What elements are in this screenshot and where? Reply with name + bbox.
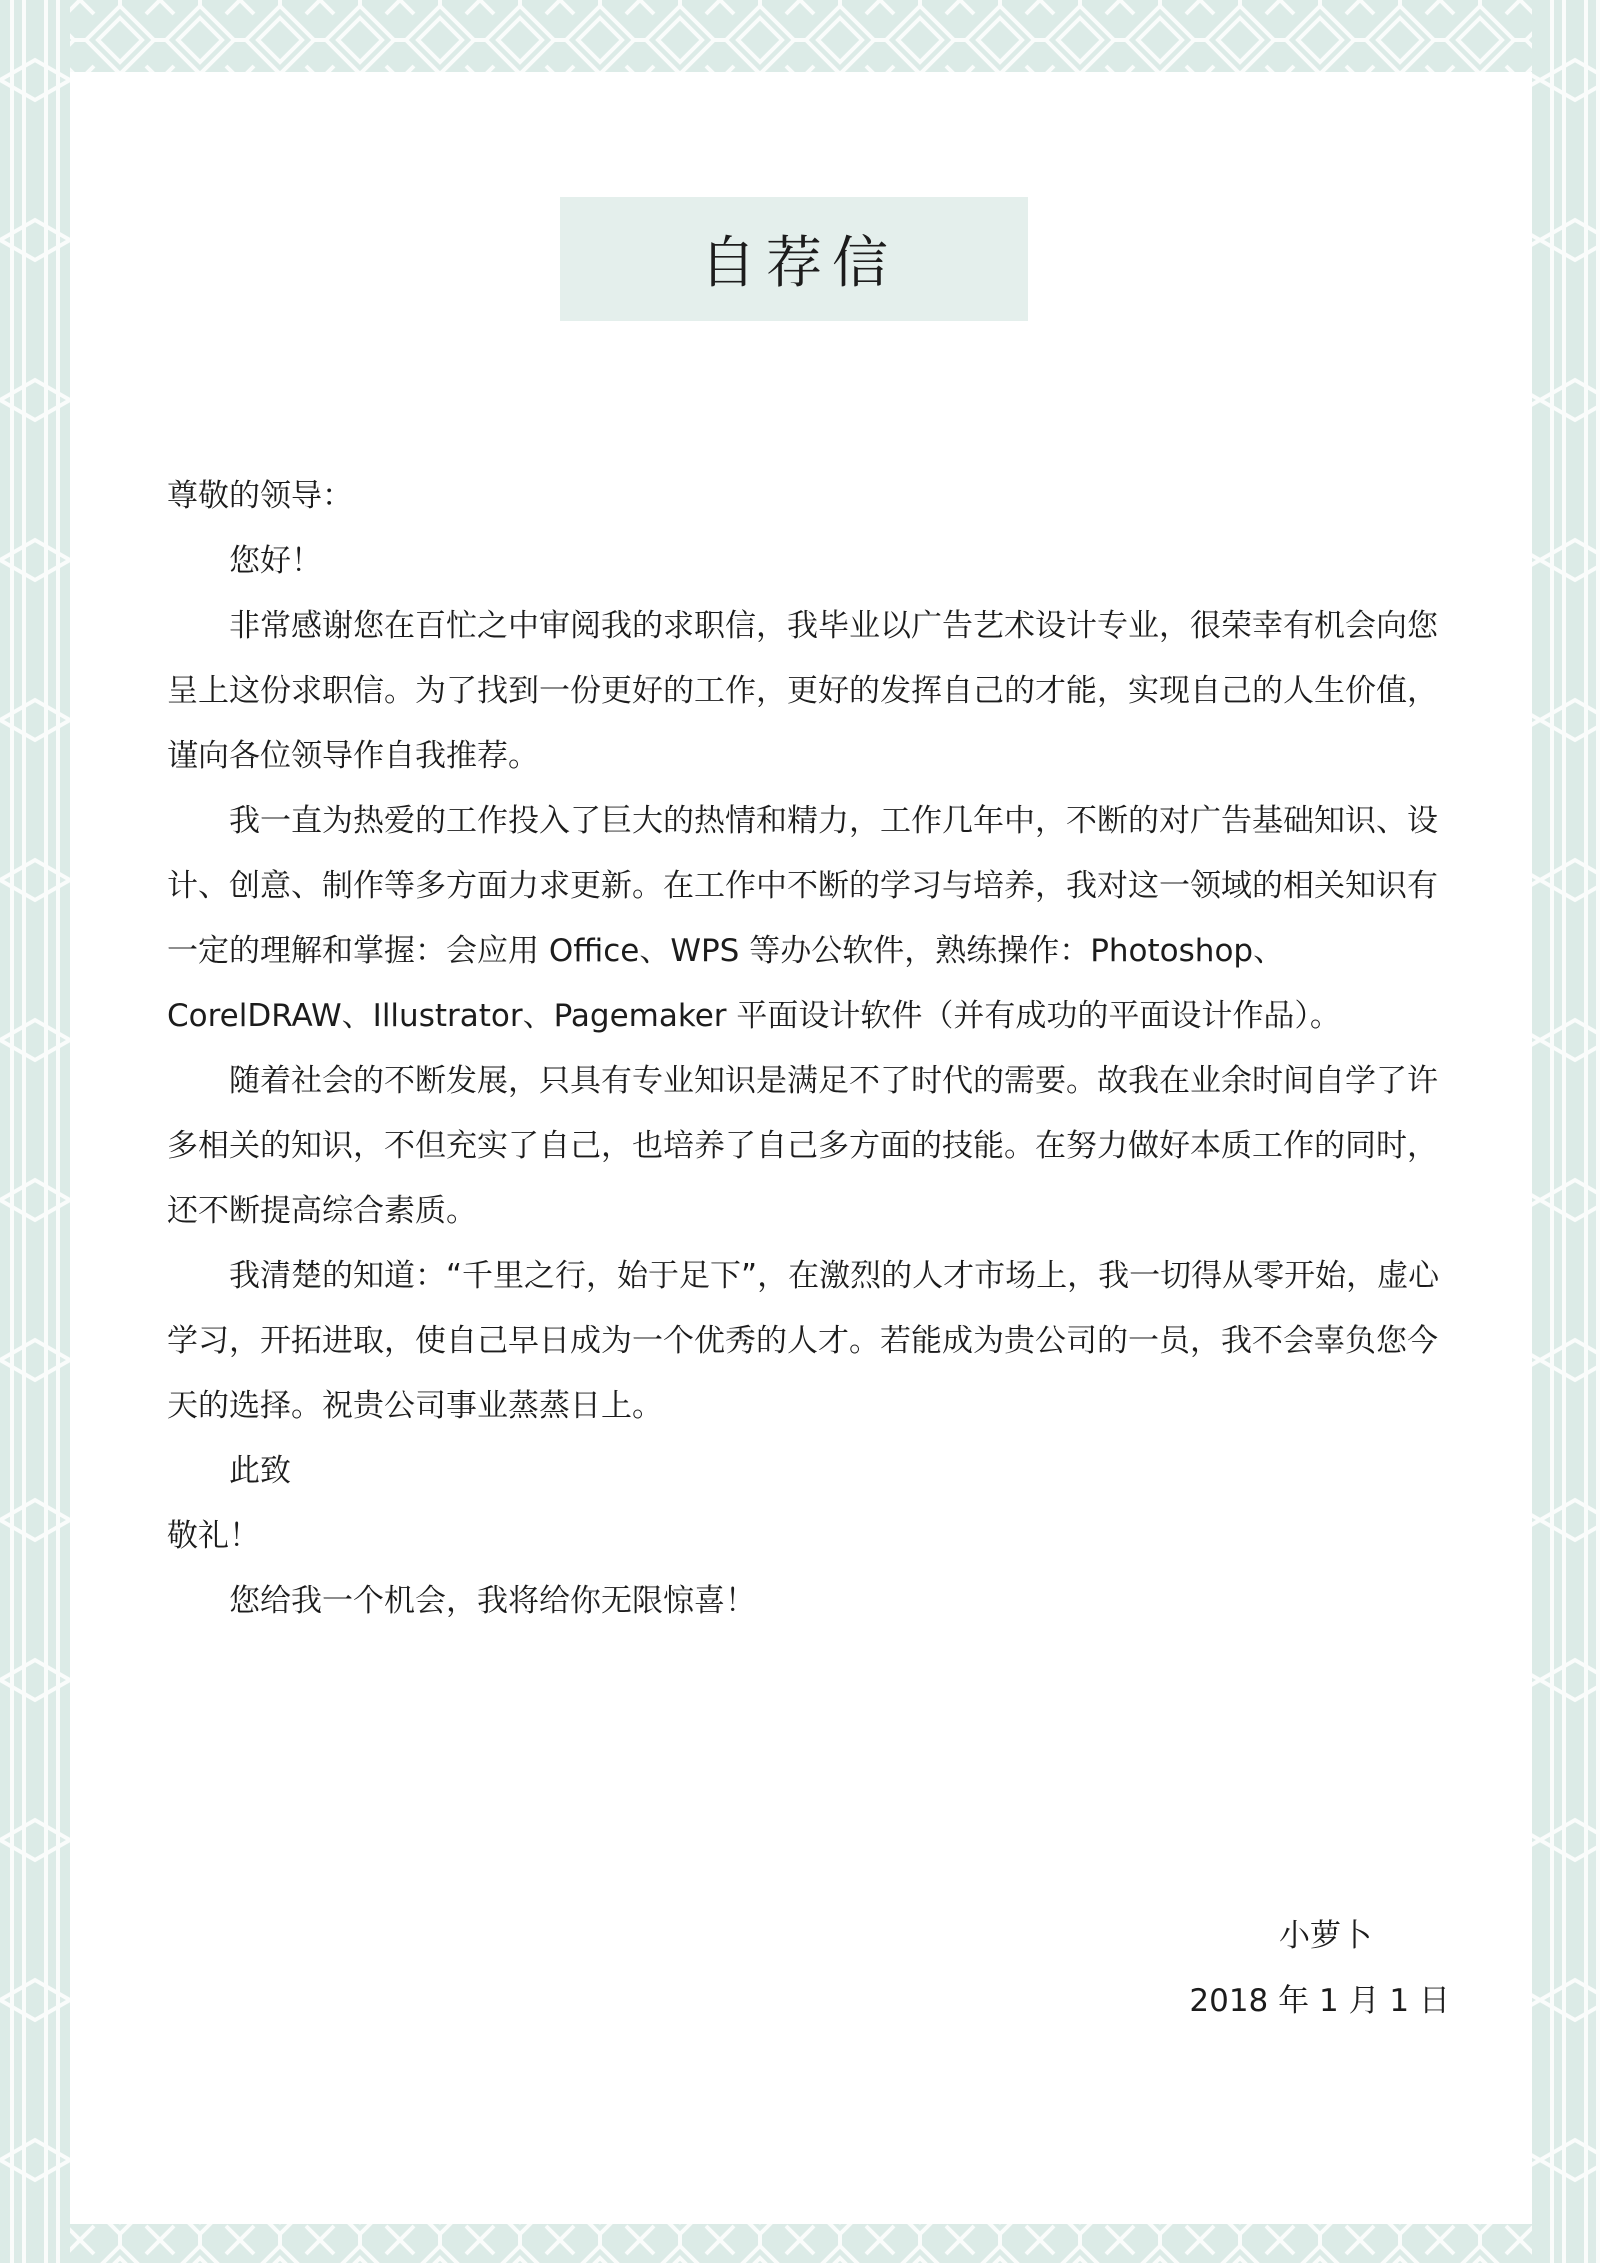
letter-paper [70,72,1532,2224]
letter-body [167,464,1457,1634]
greeting: 您好！ [229,543,322,579]
title-banner [560,197,1028,321]
closing: 此致 [229,1453,291,1489]
paragraph-resolve: 我清楚的知道：“千里之行，始于足下”，在激烈的人才市场上，我一切得从零开始，虚心学习，开拓进取，使自己早日成为一个优秀的人才。若能成为贵公司的一员，我不会辜负您今天的选择。祝贵公司事业蒸蒸日上。 [167,1258,1440,1424]
salutation: 尊敬的领导： [167,478,353,514]
postscript: 您给我一个机会，我将给你无限惊喜！ [229,1583,756,1619]
signature-name: 小萝卜 [1279,1918,1372,1954]
letter-title: 自荐信 [700,231,898,296]
paragraph-intro: 非常感谢您在百忙之中审阅我的求职信，我毕业以广告艺术设计专业，很荣幸有机会向您呈上这份求职信。为了找到一份更好的工作，更好的发挥自己的才能，实现自己的人生价值，谨向各位领导作自我推荐。 [167,608,1438,774]
regards: 敬礼！ [167,1518,260,1554]
paragraph-experience: 我一直为热爱的工作投入了巨大的热情和精力，工作几年中，不断的对广告基础知识、设计、创意、制作等多方面力求更新。在工作中不断的学习与培养，我对这一领域的相关知识有一定的理解和掌握：会应用 Office、WPS 等办公软件，熟练操作：Photoshop、CorelDRAW、Illustrator、Pagemaker 平面设计软件（并有成功的平面设计作品）。 [167,803,1438,1034]
paragraph-self-study: 随着社会的不断发展，只具有专业知识是满足不了时代的需要。故我在业余时间自学了许多相关的知识，不但充实了自己，也培养了自己多方面的技能。在努力做好本质工作的同时，还不断提高综合素质。 [167,1063,1438,1229]
signature-date: 2018 年 1 月 1 日 [1189,1983,1450,2019]
signature-block [1080,1904,1450,2034]
